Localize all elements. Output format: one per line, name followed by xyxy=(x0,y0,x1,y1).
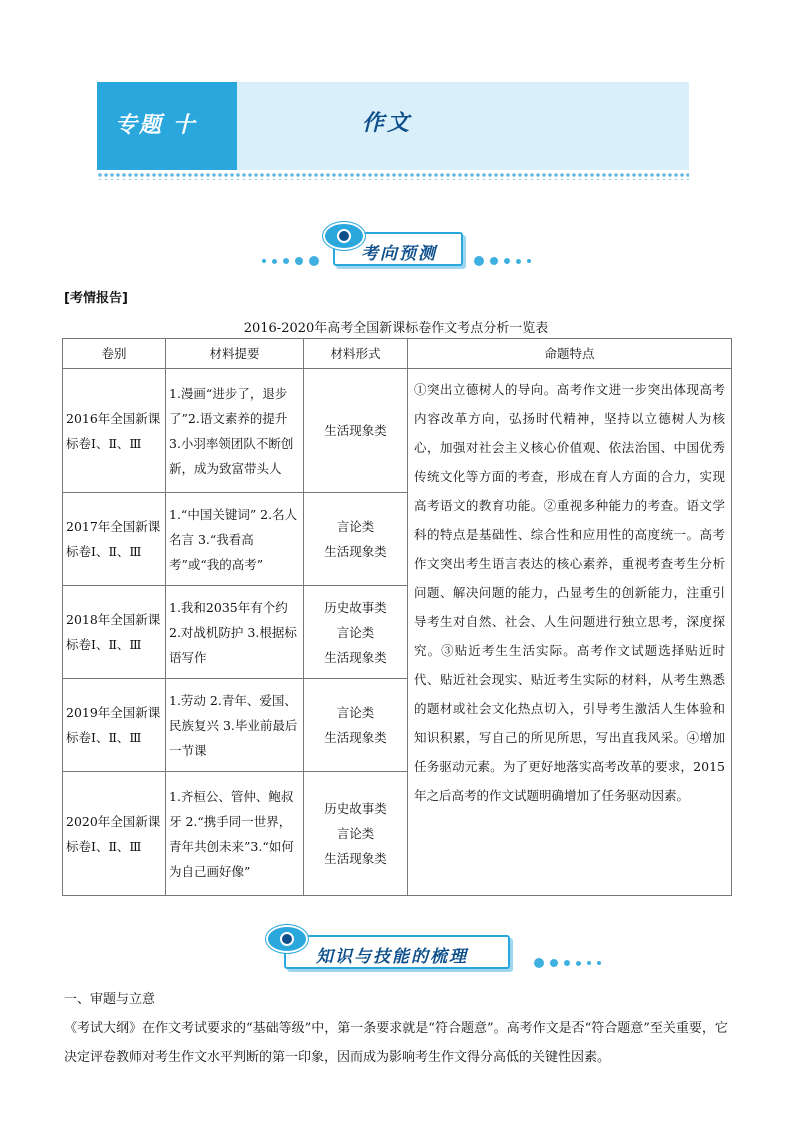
paper-cell: 2018年全国新课标卷Ⅰ、Ⅱ、Ⅲ xyxy=(63,586,166,679)
column-header: 卷别 xyxy=(63,339,166,369)
body-paragraph: 《考试大纲》在作文考试要求的“基础等级”中，第一条要求就是“符合题意”。高考作文是否“符合题意”至关重要，它决定评卷教师对考生作文水平判断的第一印象，因而成为影响考生作文得分高低的关键性因素。 xyxy=(64,1021,728,1065)
topic-title: 作文 xyxy=(362,110,413,136)
table-header-row xyxy=(63,339,732,369)
features-cell: ①突出立德树人的导向。高考作文进一步突出体现高考内容改革方向，弘扬时代精神，坚持以立德树人为核心，加强对社会主义核心价值观、依法治国、中国优秀传统文化等方面的考查，形成在育人方面的合力，实现高考语文的教育功能。②重视多种能力的考查。语文学科的特点是基础性、综合性和应用性的高度统一。高考作文突出考生语言表达的核心素养，重视考查考生分析问题、解决问题的能力，凸显考生的创新能力，注重引导考生对自然、社会、人生问题进行独立思考，深度探究。③贴近考生生活实际。高考作文试题选择贴近时代、贴近社会现实、贴近考生实际的材料，从考生熟悉的题材或社会文化热点切入，引导考生激活人生体验和知识积累，写自己的所见所思，写出直我风采。④增加任务驱动元素。为了更好地落实高考改革的要求，2015年之后高考的作文试题明确增加了任务驱动因素。 xyxy=(408,369,732,896)
paper-cell: 2016年全国新课标卷Ⅰ、Ⅱ、Ⅲ xyxy=(63,369,166,493)
section2-dots-right xyxy=(534,958,601,968)
topic-label-block xyxy=(97,82,237,170)
column-header: 材料形式 xyxy=(304,339,408,369)
paper-cell: 2017年全国新课标卷Ⅰ、Ⅱ、Ⅲ xyxy=(63,493,166,586)
section1-dots-right xyxy=(474,256,531,266)
table-row xyxy=(63,369,732,493)
eye-icon xyxy=(266,925,308,953)
topic-label: 专题 十 xyxy=(115,112,197,138)
section2-badge xyxy=(284,935,510,969)
subsection-title: 一、审题与立意 xyxy=(64,992,156,1007)
analysis-table xyxy=(62,338,732,896)
summary-cell: 1.劳动 2.青年、爱国、民族复兴 3.毕业前最后一节课 xyxy=(166,679,304,772)
section1-dots-left xyxy=(262,256,319,266)
table-caption: 2016-2020年高考全国新课标卷作文考点分析一览表 xyxy=(243,321,549,336)
column-header: 材料提要 xyxy=(166,339,304,369)
section1-header xyxy=(333,232,463,266)
form-cell: 历史故事类 言论类 生活现象类 xyxy=(304,772,408,896)
report-label: [考情报告] xyxy=(64,291,128,306)
form-cell: 言论类 生活现象类 xyxy=(304,493,408,586)
form-cell: 历史故事类 言论类 生活现象类 xyxy=(304,586,408,679)
paper-cell: 2020年全国新课标卷Ⅰ、Ⅱ、Ⅲ xyxy=(63,772,166,896)
column-header: 命题特点 xyxy=(408,339,732,369)
summary-cell: 1.漫画“进步了，退步了”2.语文素养的提升 3.小羽率领团队不断创新，成为致富带头人 xyxy=(166,369,304,493)
eye-icon xyxy=(323,222,365,250)
topic-banner xyxy=(97,82,689,170)
section2-title: 知识与技能的梳理 xyxy=(316,947,468,967)
summary-cell: 1.“中国关键词” 2.名人名言 3.“我看高考”或“我的高考” xyxy=(166,493,304,586)
paper-cell: 2019年全国新课标卷Ⅰ、Ⅱ、Ⅲ xyxy=(63,679,166,772)
banner-dotted-divider xyxy=(97,172,689,180)
summary-cell: 1.我和2035年有个约 2.对战机防护 3.根据标语写作 xyxy=(166,586,304,679)
summary-cell: 1.齐桓公、管仲、鲍叔牙 2.“携手同一世界，青年共创未来”3.“如何为自己画好像” xyxy=(166,772,304,896)
form-cell: 言论类 生活现象类 xyxy=(304,679,408,772)
section1-title: 考向预测 xyxy=(361,244,437,264)
form-cell: 生活现象类 xyxy=(304,369,408,493)
section2-header xyxy=(270,935,520,969)
